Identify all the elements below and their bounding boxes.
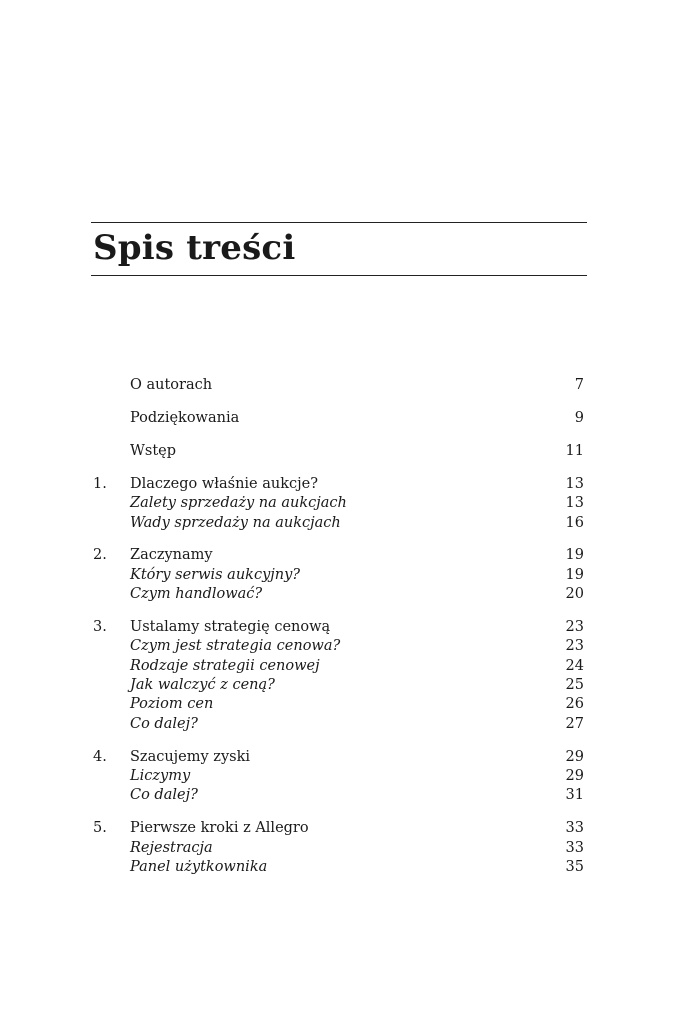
title-top-rule [91,222,587,223]
entry-title: Dlaczego właśnie aukcje? [130,475,318,492]
page-number: 13 [565,475,584,492]
page-number: 29 [565,768,584,784]
toc-section-entry [91,839,587,858]
page-number: 11 [565,442,584,459]
entry-title: Ustalamy strategię cenową [130,618,331,635]
chapter-number: 5. [93,820,107,837]
spacer [91,806,587,819]
page-number: 24 [565,657,584,674]
page-number: 26 [565,696,584,713]
toc-section-entry [91,657,587,676]
page-number: 23 [565,618,584,635]
table-of-contents [91,376,587,877]
entry-title: Panel użytkownika [130,858,268,875]
chapter-number: 1. [93,475,107,492]
page-number: 19 [565,547,584,564]
spacer [91,533,587,546]
entry-title: Zalety sprzedaży na aukcjach [130,495,347,512]
entry-title: Jak walczyć z ceną? [130,677,275,694]
toc-section-entry [91,566,587,585]
page-number: 7 [574,377,584,393]
page-number: 20 [565,586,584,603]
entry-title: Wstęp [130,442,177,459]
toc-section-entry [91,585,587,604]
page-number: 35 [565,858,584,875]
page-number: 19 [565,566,584,583]
chapter-number: 2. [93,547,107,564]
entry-title: Szacujemy zyski [130,748,251,765]
spacer [91,734,587,747]
toc-section-entry [91,695,587,714]
page-title: Spis treści [93,228,296,268]
spacer [91,428,587,442]
page-number: 29 [565,748,584,765]
toc-section-entry [91,858,587,877]
spacer [91,604,587,617]
toc-entry [91,409,587,428]
toc-entry [91,748,587,767]
toc-entry [91,546,587,565]
page-number: 25 [565,677,584,694]
entry-title: Który serwis aukcyjny? [130,566,301,583]
toc-section-entry [91,494,587,513]
entry-title: Czym jest strategia cenowa? [130,638,341,655]
page-number: 13 [565,495,584,512]
spacer [91,395,587,409]
entry-title: Pierwsze kroki z Allegro [130,820,309,837]
page-number: 27 [565,715,584,732]
toc-section-entry [91,715,587,734]
toc-entry [91,442,587,461]
page-number: 16 [565,514,584,531]
entry-title: Czym handlować? [130,586,263,603]
toc-entry [91,819,587,838]
toc-section-entry [91,514,587,533]
page-number: 33 [565,820,584,837]
entry-title: Co dalej? [130,715,198,732]
toc-entry [91,376,587,395]
entry-title: Co dalej? [130,787,198,804]
spacer [91,461,587,474]
toc-section-entry [91,767,587,786]
chapter-number: 3. [93,618,107,635]
entry-title: Rejestracja [130,839,213,856]
entry-title: Zaczynamy [130,547,213,564]
entry-title: O autorach [130,377,213,393]
toc-section-entry [91,786,587,805]
toc-section-entry [91,676,587,695]
page-number: 33 [565,839,584,856]
toc-entry [91,475,587,494]
chapter-number: 4. [93,748,107,765]
entry-title: Poziom cen [130,696,214,713]
toc-entry [91,618,587,637]
entry-title: Wady sprzedaży na aukcjach [130,514,341,531]
page-number: 9 [574,409,584,426]
toc-section-entry [91,637,587,656]
title-bottom-rule [91,275,587,276]
entry-title: Liczymy [130,768,191,784]
entry-title: Rodzaje strategii cenowej [130,657,320,674]
page-number: 31 [565,787,584,804]
page-number: 23 [565,638,584,655]
entry-title: Podziękowania [130,409,240,426]
